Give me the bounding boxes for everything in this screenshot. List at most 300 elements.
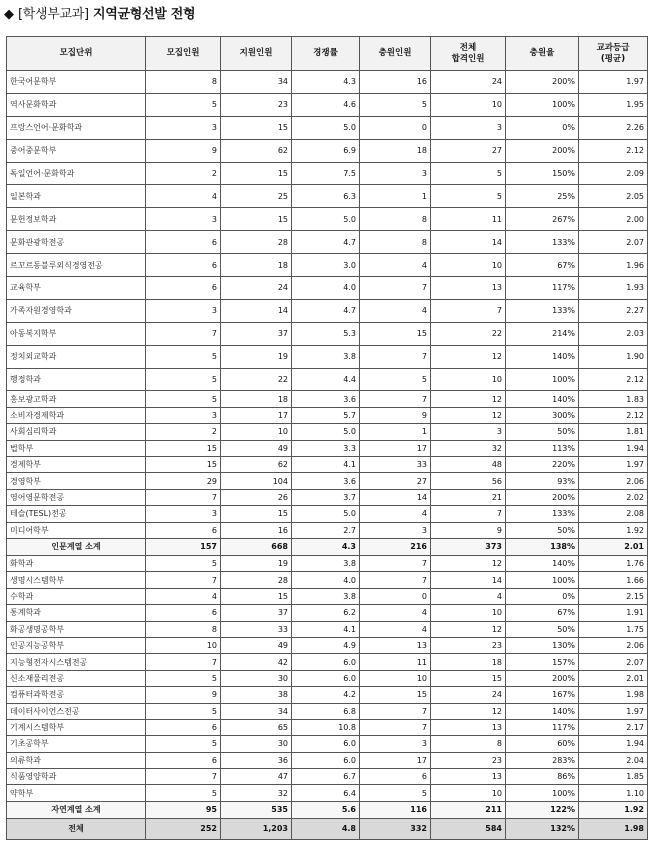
cell-additional-admits: 4	[360, 506, 431, 522]
cell-applicants: 668	[221, 538, 292, 555]
cell-competition-rate: 4.8	[292, 818, 360, 839]
cell-additional-rate: 25%	[506, 185, 579, 208]
cell-quota: 15	[146, 457, 221, 473]
title-text: 지역균형선발 전형	[88, 7, 196, 22]
cell-unit-name: 독일언어·문화학과	[7, 162, 146, 185]
title-category: [학생부교과]	[17, 7, 89, 22]
table-row	[7, 93, 648, 116]
cell-additional-admits: 3	[360, 522, 431, 538]
cell-additional-admits: 15	[360, 687, 431, 703]
cell-additional-admits: 216	[360, 538, 431, 555]
cell-quota: 157	[146, 538, 221, 555]
cell-additional-rate: 0%	[506, 588, 579, 604]
cell-applicants: 38	[221, 687, 292, 703]
cell-grade-average: 1.93	[579, 277, 648, 300]
cell-additional-admits: 7	[360, 391, 431, 407]
table-row	[7, 368, 648, 391]
cell-grade-average: 2.05	[579, 185, 648, 208]
cell-quota: 9	[146, 139, 221, 162]
cell-unit-name: 전체	[7, 818, 146, 839]
table-row	[7, 489, 648, 505]
cell-unit-name: 프랑스언어·문화학과	[7, 116, 146, 139]
cell-total-admits: 24	[431, 687, 506, 703]
cell-applicants: 47	[221, 769, 292, 785]
cell-applicants: 30	[221, 670, 292, 686]
cell-quota: 4	[146, 588, 221, 604]
cell-applicants: 34	[221, 703, 292, 719]
cell-total-admits: 23	[431, 637, 506, 653]
cell-additional-rate: 133%	[506, 506, 579, 522]
cell-quota: 3	[146, 208, 221, 231]
cell-competition-rate: 4.1	[292, 457, 360, 473]
cell-unit-name: 기계시스템학부	[7, 719, 146, 735]
cell-additional-rate: 100%	[506, 93, 579, 116]
cell-quota: 5	[146, 368, 221, 391]
cell-additional-admits: 332	[360, 818, 431, 839]
cell-additional-admits: 13	[360, 637, 431, 653]
cell-total-admits: 10	[431, 785, 506, 801]
cell-total-admits: 13	[431, 719, 506, 735]
cell-additional-rate: 50%	[506, 621, 579, 637]
table-row	[7, 162, 648, 185]
cell-total-admits: 13	[431, 769, 506, 785]
cell-additional-rate: 283%	[506, 752, 579, 768]
cell-grade-average: 2.07	[579, 231, 648, 254]
table-row	[7, 440, 648, 456]
cell-additional-admits: 10	[360, 670, 431, 686]
cell-unit-name: 약학부	[7, 785, 146, 801]
cell-additional-rate: 300%	[506, 407, 579, 423]
cell-unit-name: 테슬(TESL)전공	[7, 506, 146, 522]
cell-quota: 5	[146, 345, 221, 368]
cell-competition-rate: 3.6	[292, 391, 360, 407]
cell-grade-average: 1.96	[579, 254, 648, 277]
cell-additional-admits: 17	[360, 752, 431, 768]
cell-additional-admits: 5	[360, 785, 431, 801]
cell-unit-name: 역사문화학과	[7, 93, 146, 116]
cell-applicants: 62	[221, 139, 292, 162]
cell-competition-rate: 3.6	[292, 473, 360, 489]
table-row	[7, 254, 648, 277]
cell-grade-average: 1.97	[579, 457, 648, 473]
cell-total-admits: 18	[431, 654, 506, 670]
cell-total-admits: 14	[431, 231, 506, 254]
cell-total-admits: 8	[431, 736, 506, 752]
table-row	[7, 687, 648, 703]
cell-total-admits: 5	[431, 185, 506, 208]
cell-quota: 6	[146, 254, 221, 277]
cell-total-admits: 56	[431, 473, 506, 489]
cell-additional-admits: 4	[360, 621, 431, 637]
cell-total-admits: 12	[431, 391, 506, 407]
cell-quota: 7	[146, 489, 221, 505]
cell-applicants: 19	[221, 555, 292, 571]
cell-unit-name: 가족자원경영학과	[7, 299, 146, 322]
cell-unit-name: 데이터사이언스전공	[7, 703, 146, 719]
cell-quota: 5	[146, 670, 221, 686]
cell-grade-average: 2.01	[579, 670, 648, 686]
table-row	[7, 457, 648, 473]
title-diamond: ◆	[4, 7, 18, 22]
table-row	[7, 522, 648, 538]
cell-applicants: 15	[221, 588, 292, 604]
cell-competition-rate: 5.0	[292, 116, 360, 139]
cell-quota: 2	[146, 424, 221, 440]
cell-additional-admits: 15	[360, 322, 431, 345]
cell-competition-rate: 4.3	[292, 71, 360, 94]
cell-grade-average: 1.81	[579, 424, 648, 440]
cell-additional-admits: 1	[360, 424, 431, 440]
cell-grade-average: 1.66	[579, 572, 648, 588]
cell-additional-rate: 113%	[506, 440, 579, 456]
cell-grade-average: 1.83	[579, 391, 648, 407]
cell-additional-rate: 67%	[506, 605, 579, 621]
cell-quota: 3	[146, 299, 221, 322]
cell-additional-admits: 8	[360, 231, 431, 254]
table-row	[7, 231, 648, 254]
cell-grade-average: 2.01	[579, 538, 648, 555]
cell-competition-rate: 4.3	[292, 538, 360, 555]
cell-competition-rate: 2.7	[292, 522, 360, 538]
total-row	[7, 818, 648, 839]
cell-grade-average: 1.97	[579, 71, 648, 94]
cell-additional-rate: 200%	[506, 489, 579, 505]
table-row	[7, 703, 648, 719]
cell-unit-name: 경제학부	[7, 457, 146, 473]
cell-additional-admits: 3	[360, 736, 431, 752]
cell-grade-average: 1.75	[579, 621, 648, 637]
cell-competition-rate: 6.0	[292, 654, 360, 670]
cell-additional-rate: 267%	[506, 208, 579, 231]
cell-unit-name: 인문계열 소계	[7, 538, 146, 555]
cell-additional-rate: 50%	[506, 424, 579, 440]
cell-total-admits: 14	[431, 572, 506, 588]
cell-applicants: 30	[221, 736, 292, 752]
cell-competition-rate: 6.0	[292, 736, 360, 752]
cell-unit-name: 아동복지학부	[7, 322, 146, 345]
cell-competition-rate: 6.9	[292, 139, 360, 162]
table-row	[7, 299, 648, 322]
cell-additional-rate: 157%	[506, 654, 579, 670]
cell-applicants: 36	[221, 752, 292, 768]
table-row	[7, 785, 648, 801]
subtotal-row	[7, 538, 648, 555]
table-row	[7, 736, 648, 752]
cell-quota: 2	[146, 162, 221, 185]
cell-grade-average: 2.00	[579, 208, 648, 231]
cell-quota: 15	[146, 440, 221, 456]
cell-unit-name: 정치외교학과	[7, 345, 146, 368]
cell-additional-rate: 117%	[506, 719, 579, 735]
cell-additional-rate: 100%	[506, 785, 579, 801]
cell-quota: 7	[146, 769, 221, 785]
cell-total-admits: 12	[431, 555, 506, 571]
cell-competition-rate: 10.8	[292, 719, 360, 735]
cell-additional-rate: 140%	[506, 391, 579, 407]
cell-grade-average: 2.07	[579, 654, 648, 670]
cell-applicants: 26	[221, 489, 292, 505]
cell-total-admits: 48	[431, 457, 506, 473]
cell-grade-average: 2.03	[579, 322, 648, 345]
cell-applicants: 15	[221, 116, 292, 139]
table-row	[7, 208, 648, 231]
cell-grade-average: 1.10	[579, 785, 648, 801]
cell-grade-average: 1.90	[579, 345, 648, 368]
cell-competition-rate: 6.0	[292, 752, 360, 768]
cell-total-admits: 10	[431, 605, 506, 621]
cell-additional-admits: 27	[360, 473, 431, 489]
cell-unit-name: 자연계열 소계	[7, 801, 146, 818]
cell-total-admits: 12	[431, 407, 506, 423]
cell-additional-rate: 140%	[506, 703, 579, 719]
header-additional-admits: 충원인원	[360, 37, 431, 71]
cell-additional-rate: 214%	[506, 322, 579, 345]
cell-quota: 29	[146, 473, 221, 489]
cell-additional-admits: 9	[360, 407, 431, 423]
cell-applicants: 37	[221, 605, 292, 621]
table-row	[7, 621, 648, 637]
cell-competition-rate: 5.0	[292, 506, 360, 522]
cell-grade-average: 1.98	[579, 818, 648, 839]
cell-additional-rate: 132%	[506, 818, 579, 839]
cell-competition-rate: 5.0	[292, 208, 360, 231]
cell-quota: 3	[146, 407, 221, 423]
cell-applicants: 14	[221, 299, 292, 322]
table-row	[7, 139, 648, 162]
cell-applicants: 22	[221, 368, 292, 391]
cell-grade-average: 2.12	[579, 407, 648, 423]
cell-unit-name: 화학과	[7, 555, 146, 571]
cell-grade-average: 1.92	[579, 522, 648, 538]
cell-unit-name: 미디어학부	[7, 522, 146, 538]
table-row	[7, 555, 648, 571]
page-title	[4, 3, 195, 25]
cell-unit-name: 지능형전자시스템전공	[7, 654, 146, 670]
cell-grade-average: 1.85	[579, 769, 648, 785]
cell-competition-rate: 3.3	[292, 440, 360, 456]
cell-additional-admits: 33	[360, 457, 431, 473]
cell-applicants: 18	[221, 254, 292, 277]
cell-quota: 4	[146, 185, 221, 208]
table-row	[7, 322, 648, 345]
cell-total-admits: 373	[431, 538, 506, 555]
cell-quota: 95	[146, 801, 221, 818]
cell-applicants: 28	[221, 231, 292, 254]
table-row	[7, 572, 648, 588]
cell-additional-rate: 117%	[506, 277, 579, 300]
table-row	[7, 473, 648, 489]
cell-additional-rate: 67%	[506, 254, 579, 277]
cell-competition-rate: 3.7	[292, 489, 360, 505]
cell-quota: 6	[146, 522, 221, 538]
cell-grade-average: 2.09	[579, 162, 648, 185]
cell-grade-average: 1.97	[579, 703, 648, 719]
table-row	[7, 277, 648, 300]
cell-quota: 5	[146, 785, 221, 801]
cell-grade-average: 2.27	[579, 299, 648, 322]
cell-unit-name: 교육학부	[7, 277, 146, 300]
table-row	[7, 670, 648, 686]
cell-additional-rate: 0%	[506, 116, 579, 139]
cell-applicants: 65	[221, 719, 292, 735]
cell-applicants: 33	[221, 621, 292, 637]
cell-competition-rate: 4.0	[292, 277, 360, 300]
cell-grade-average: 2.08	[579, 506, 648, 522]
table-row	[7, 407, 648, 423]
cell-competition-rate: 6.7	[292, 769, 360, 785]
cell-applicants: 49	[221, 637, 292, 653]
cell-unit-name: 한국어문학부	[7, 71, 146, 94]
cell-total-admits: 3	[431, 424, 506, 440]
cell-competition-rate: 5.0	[292, 424, 360, 440]
cell-additional-rate: 100%	[506, 368, 579, 391]
cell-total-admits: 27	[431, 139, 506, 162]
cell-quota: 3	[146, 116, 221, 139]
table-row	[7, 588, 648, 604]
cell-additional-admits: 116	[360, 801, 431, 818]
cell-grade-average: 2.15	[579, 588, 648, 604]
cell-grade-average: 1.94	[579, 736, 648, 752]
cell-grade-average: 2.04	[579, 752, 648, 768]
cell-applicants: 10	[221, 424, 292, 440]
cell-competition-rate: 6.8	[292, 703, 360, 719]
cell-additional-rate: 133%	[506, 231, 579, 254]
cell-unit-name: 문헌정보학과	[7, 208, 146, 231]
cell-total-admits: 32	[431, 440, 506, 456]
cell-grade-average: 2.12	[579, 139, 648, 162]
cell-applicants: 19	[221, 345, 292, 368]
cell-additional-admits: 18	[360, 139, 431, 162]
cell-grade-average: 1.91	[579, 605, 648, 621]
cell-grade-average: 1.98	[579, 687, 648, 703]
table-row	[7, 769, 648, 785]
header-total-admits: 전체 합격인원	[431, 37, 506, 71]
cell-unit-name: 기초공학부	[7, 736, 146, 752]
cell-applicants: 15	[221, 162, 292, 185]
cell-quota: 5	[146, 703, 221, 719]
cell-competition-rate: 6.2	[292, 605, 360, 621]
cell-applicants: 49	[221, 440, 292, 456]
cell-unit-name: 홍보광고학과	[7, 391, 146, 407]
header-grade-average: 교과등급 (평균)	[579, 37, 648, 71]
cell-additional-admits: 1	[360, 185, 431, 208]
cell-grade-average: 2.02	[579, 489, 648, 505]
cell-additional-admits: 16	[360, 71, 431, 94]
cell-additional-rate: 122%	[506, 801, 579, 818]
table-row	[7, 424, 648, 440]
cell-competition-rate: 4.1	[292, 621, 360, 637]
cell-unit-name: 행정학과	[7, 368, 146, 391]
cell-additional-rate: 130%	[506, 637, 579, 653]
cell-total-admits: 7	[431, 299, 506, 322]
table-row	[7, 719, 648, 735]
cell-unit-name: 중어중문학부	[7, 139, 146, 162]
cell-additional-rate: 50%	[506, 522, 579, 538]
cell-grade-average: 2.06	[579, 637, 648, 653]
cell-grade-average: 2.17	[579, 719, 648, 735]
cell-additional-rate: 60%	[506, 736, 579, 752]
cell-additional-rate: 140%	[506, 555, 579, 571]
table-row	[7, 605, 648, 621]
cell-competition-rate: 6.4	[292, 785, 360, 801]
cell-additional-rate: 86%	[506, 769, 579, 785]
cell-competition-rate: 5.3	[292, 322, 360, 345]
cell-total-admits: 5	[431, 162, 506, 185]
cell-total-admits: 9	[431, 522, 506, 538]
cell-competition-rate: 5.7	[292, 407, 360, 423]
cell-applicants: 18	[221, 391, 292, 407]
cell-unit-name: 의류학과	[7, 752, 146, 768]
cell-additional-rate: 200%	[506, 670, 579, 686]
cell-additional-admits: 5	[360, 93, 431, 116]
cell-additional-admits: 4	[360, 605, 431, 621]
table-row	[7, 506, 648, 522]
cell-competition-rate: 4.7	[292, 231, 360, 254]
cell-additional-rate: 93%	[506, 473, 579, 489]
cell-unit-name: 신소재물리전공	[7, 670, 146, 686]
cell-competition-rate: 7.5	[292, 162, 360, 185]
table-header-row	[7, 37, 648, 71]
cell-total-admits: 12	[431, 345, 506, 368]
cell-additional-rate: 138%	[506, 538, 579, 555]
header-unit: 모집단위	[7, 37, 146, 71]
cell-additional-admits: 7	[360, 703, 431, 719]
cell-grade-average: 1.95	[579, 93, 648, 116]
cell-applicants: 535	[221, 801, 292, 818]
cell-grade-average: 2.06	[579, 473, 648, 489]
admission-results-table	[6, 36, 648, 840]
cell-applicants: 42	[221, 654, 292, 670]
cell-unit-name: 경영학부	[7, 473, 146, 489]
cell-quota: 5	[146, 93, 221, 116]
cell-total-admits: 10	[431, 368, 506, 391]
table-row	[7, 654, 648, 670]
cell-applicants: 28	[221, 572, 292, 588]
cell-applicants: 104	[221, 473, 292, 489]
cell-unit-name: 르꼬르동블루외식경영전공	[7, 254, 146, 277]
cell-total-admits: 15	[431, 670, 506, 686]
cell-total-admits: 24	[431, 71, 506, 94]
cell-competition-rate: 6.0	[292, 670, 360, 686]
cell-quota: 5	[146, 736, 221, 752]
cell-quota: 252	[146, 818, 221, 839]
cell-additional-rate: 140%	[506, 345, 579, 368]
cell-applicants: 25	[221, 185, 292, 208]
cell-quota: 6	[146, 752, 221, 768]
cell-competition-rate: 4.0	[292, 572, 360, 588]
cell-quota: 8	[146, 71, 221, 94]
table-row	[7, 637, 648, 653]
cell-additional-admits: 4	[360, 299, 431, 322]
cell-unit-name: 컴퓨터과학전공	[7, 687, 146, 703]
cell-additional-admits: 8	[360, 208, 431, 231]
cell-grade-average: 1.92	[579, 801, 648, 818]
cell-applicants: 16	[221, 522, 292, 538]
cell-total-admits: 10	[431, 254, 506, 277]
table-row	[7, 345, 648, 368]
cell-total-admits: 12	[431, 703, 506, 719]
cell-grade-average: 1.94	[579, 440, 648, 456]
header-applicants: 지원인원	[221, 37, 292, 71]
cell-applicants: 34	[221, 71, 292, 94]
cell-competition-rate: 4.6	[292, 93, 360, 116]
cell-total-admits: 4	[431, 588, 506, 604]
cell-competition-rate: 4.7	[292, 299, 360, 322]
cell-unit-name: 식품영양학과	[7, 769, 146, 785]
cell-total-admits: 3	[431, 116, 506, 139]
cell-additional-rate: 150%	[506, 162, 579, 185]
cell-additional-admits: 7	[360, 345, 431, 368]
